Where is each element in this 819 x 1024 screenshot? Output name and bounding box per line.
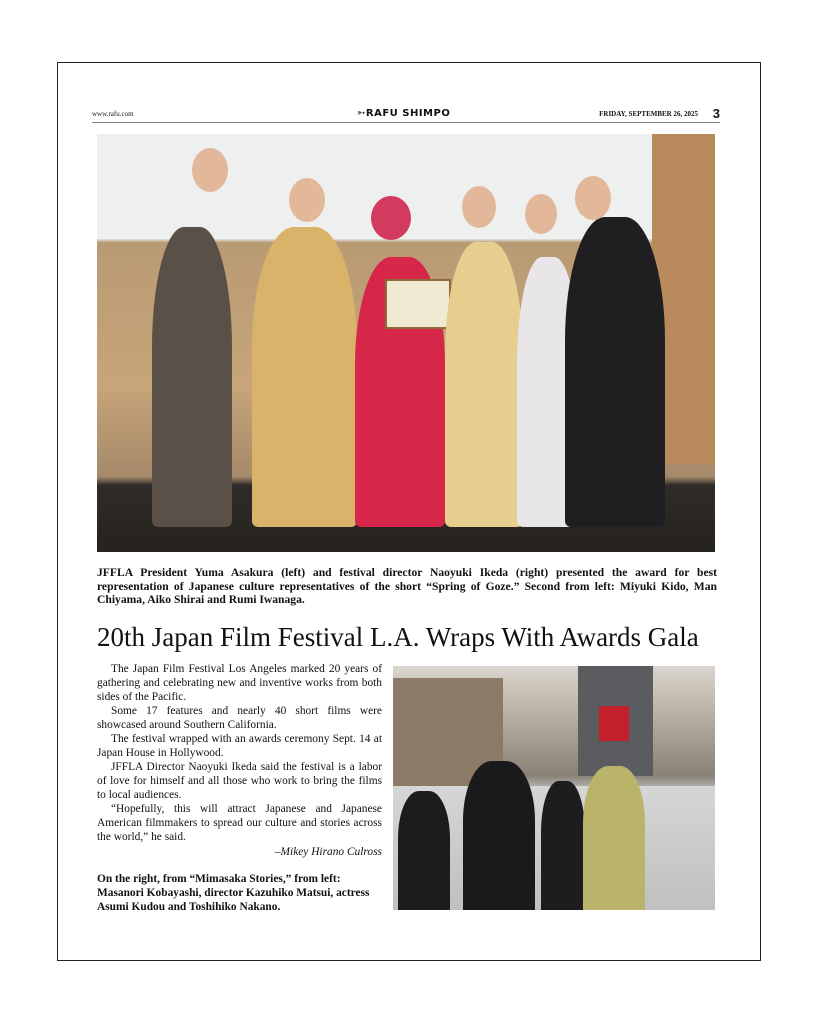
byline: –Mikey Hirano Culross — [274, 846, 382, 858]
page-header — [92, 108, 720, 123]
person-ikeda — [565, 217, 665, 527]
person-head — [289, 178, 325, 222]
second-photo-caption: On the right, from “Mimasaka Stories,” from left: Masanori Kobayashi, director Kazuhiko Matsui, actress Asumi Kudou and Toshihiko Nakano. — [97, 873, 370, 913]
person-matsui — [463, 761, 535, 910]
masthead-text: RAFU SHIMPO — [365, 108, 451, 119]
award-certificate — [385, 279, 451, 329]
article-body — [97, 662, 382, 859]
mimasaka-stories-photo — [393, 666, 715, 910]
person-nakano — [583, 766, 645, 910]
billboard — [599, 706, 629, 741]
person-head — [462, 186, 496, 228]
site-url: www.rafu.com — [92, 110, 134, 118]
person-shirai — [445, 242, 523, 527]
article-paragraph: Some 17 features and nearly 40 short films were showcased around Southern California. — [97, 705, 382, 731]
person-kudou — [541, 781, 585, 910]
person-kido — [252, 227, 357, 527]
article-paragraph: The festival wrapped with an awards ceremony Sept. 14 at Japan House in Hollywood. — [97, 733, 382, 759]
page-number: 3 — [712, 106, 720, 121]
article-paragraph: The Japan Film Festival Los Angeles marked 20 years of gathering and celebrating new and inventive works from both sides of the Pacific. — [97, 663, 382, 703]
person-asakura — [152, 227, 232, 527]
top-photo-caption: JFFLA President Yuma Asakura (left) and festival director Naoyuki Ikeda (right) presented the award for best representation of Japanese culture representatives of the short “Spring of Goze.” Second from left: Miyuki Kido, Man Chiyama, Aiko Shirai and Rumi Iwanaga. — [97, 566, 717, 606]
person-head — [525, 194, 557, 234]
person-hat — [371, 196, 411, 240]
article-paragraph: JFFLA Director Naoyuki Ikeda said the festival is a labor of love for himself and all those who work to bring the films to local audiences. — [97, 761, 382, 801]
person-head — [192, 148, 228, 192]
masthead: ➳RAFU SHIMPO — [357, 108, 451, 119]
award-ceremony-photo — [97, 134, 715, 552]
person-kobayashi — [398, 791, 450, 910]
article-paragraph: “Hopefully, this will attract Japanese and Japanese American filmmakers to spread our culture and stories across the world,” he said. — [97, 803, 382, 843]
article-headline: 20th Japan Film Festival L.A. Wraps With Awards Gala — [97, 622, 699, 652]
issue-date: FRIDAY, SEPTEMBER 26, 2025 — [599, 110, 698, 118]
person-head — [575, 176, 611, 220]
